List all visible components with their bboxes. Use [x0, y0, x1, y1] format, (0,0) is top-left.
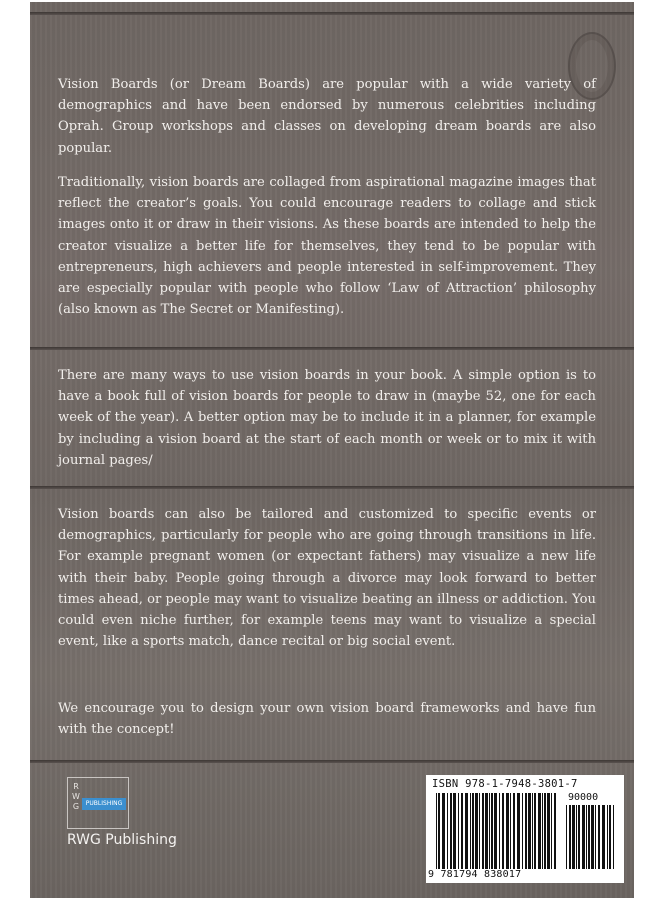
- wood-plank-seam: [30, 486, 634, 489]
- isbn-number: ISBN 978-1-7948-3801-7: [432, 778, 578, 790]
- wood-plank-seam: [30, 347, 634, 350]
- paragraph-ways-to-use: There are many ways to use vision boards in your book. A simple option is to have a book full of vision boards for people to draw in (maybe 52, one for each week of the year). A better option may be to include it in a planner, for example by including a vision board at the start of each month or week or to mix it with journal pages/: [58, 368, 596, 468]
- isbn-barcode: [426, 775, 624, 883]
- logo-band: PUBLISHING: [82, 798, 126, 810]
- logo-letters: [71, 782, 81, 812]
- logo-letter: W: [72, 792, 80, 801]
- paragraph-tailored: Vision boards can also be tailored and customized to specific events or demographics, particularly for people who are going through transitions in life. For example pregnant women (or expectant fathers) may visualize a new life with their baby. People going through a divorce may look forward to better times ahead, or people may want to visualize beating an illness or addiction. You could even niche further, for example teens may want to visualize a special event, like a sports match, dance recital or big social event.: [58, 507, 596, 650]
- paragraph-encourage: We encourage you to design your own vision board frameworks and have fun with the concept!: [58, 701, 596, 738]
- paragraph-traditional: Traditionally, vision boards are collaged from aspirational magazine images that reflect the creator’s goals. You could encourage readers to collage and stick images onto it or draw in their visions. As these boards are intended to help the creator visualize a better life for themselves, they tend to be popular with entrepreneurs, high achievers and people interested in self-improvement. They are especially popular with people who follow ‘Law of Attraction’ philosophy (also known as The Secret or Manifesting).: [58, 175, 596, 318]
- barcode-bars-addon: [566, 805, 614, 869]
- logo-letter: R: [73, 782, 79, 791]
- ean-digits: 9 781794 838017: [428, 869, 522, 880]
- barcode-bars-main: [436, 793, 556, 869]
- wood-plank-seam: [30, 760, 634, 763]
- book-back-cover: [30, 2, 634, 898]
- logo-letter: G: [72, 802, 80, 811]
- wood-plank-seam: [30, 12, 634, 15]
- publisher-name: RWG Publishing: [67, 832, 177, 848]
- publisher-logo: [67, 777, 129, 829]
- paragraph-intro: Vision Boards (or Dream Boards) are popular with a wide variety of demographics and have been endorsed by numerous celebrities including Oprah. Group workshops and classes on developing dream boards are also popular.: [58, 77, 596, 156]
- price-code: 90000: [568, 792, 599, 803]
